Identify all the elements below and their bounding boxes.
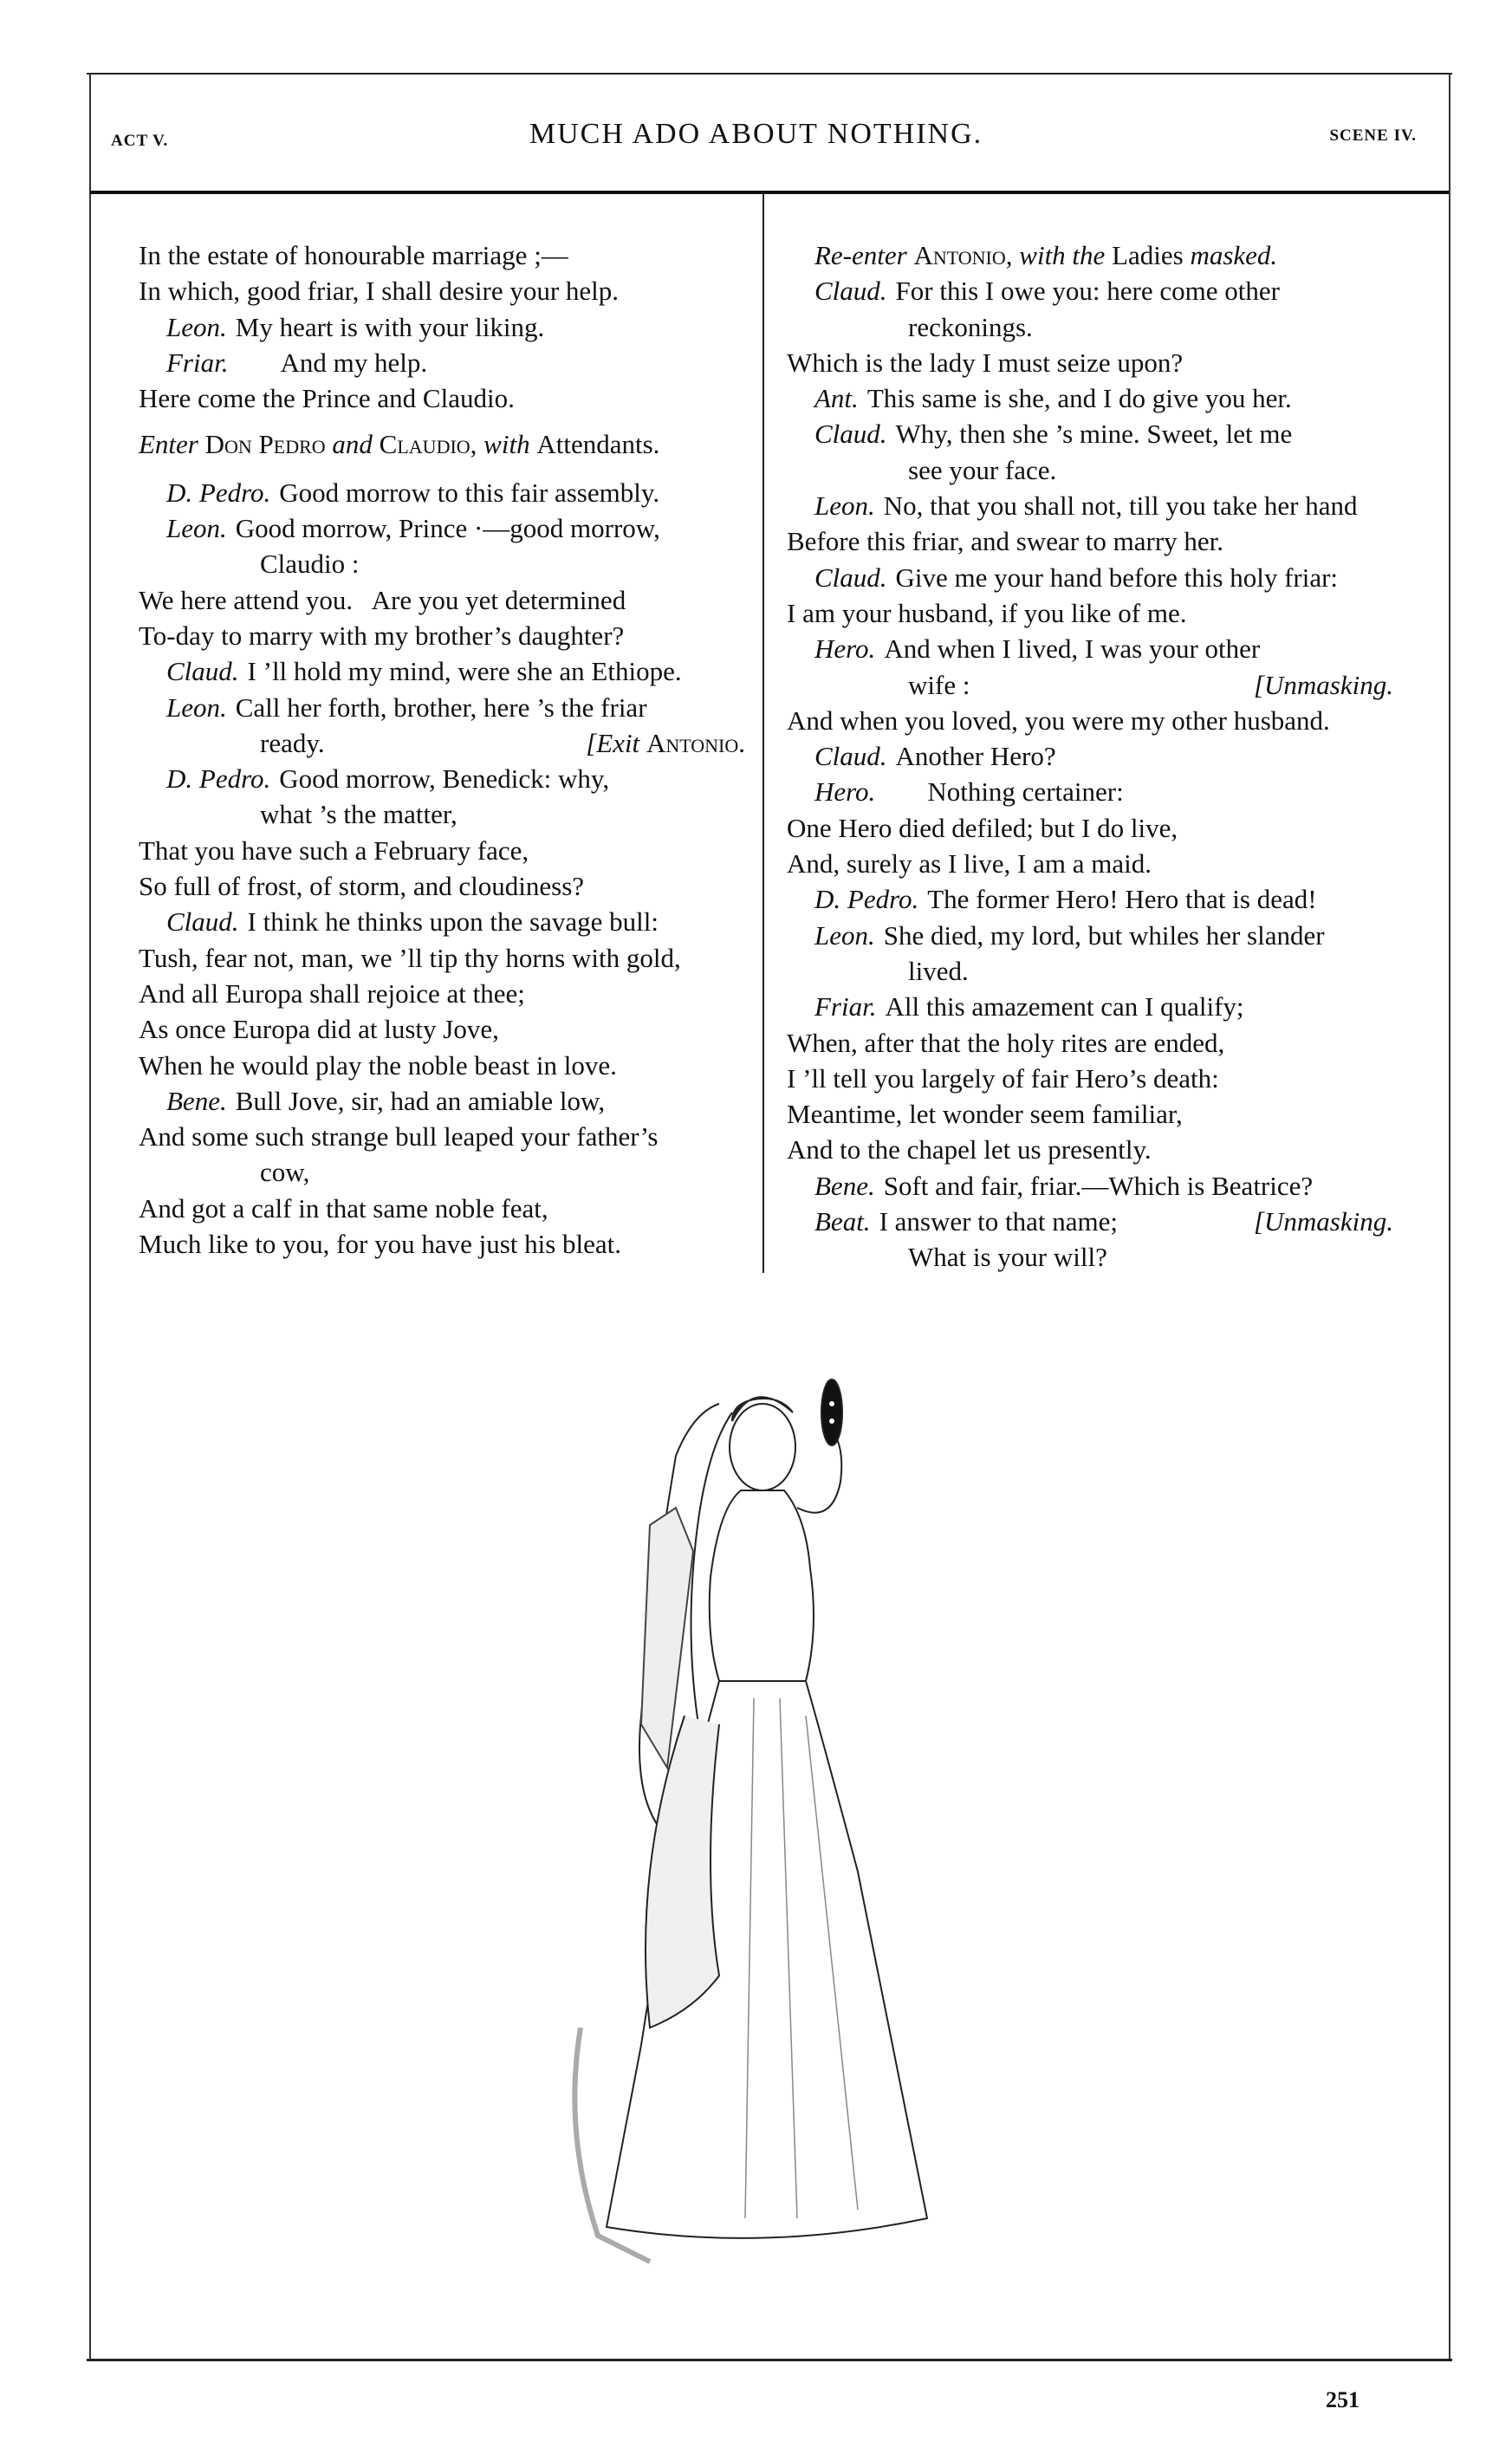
- verse-line: [787, 560, 1393, 595]
- line-text: Call her forth, brother, here ’s the friar: [235, 691, 647, 723]
- stage-direction: [Unmasking.: [1253, 1206, 1393, 1237]
- verse-line: [787, 1204, 1393, 1239]
- verse-line: [139, 1191, 745, 1226]
- stage-direction: [Unmasking.: [1253, 669, 1393, 700]
- verse-line: [139, 273, 745, 308]
- verse-line: [787, 309, 1393, 345]
- line-text: Here come the Prince and Claudio.: [139, 383, 515, 414]
- line-text: Much like to you, for you have just his bleat.: [139, 1229, 622, 1260]
- column-divider: [762, 194, 764, 1273]
- verse-line: [139, 1226, 745, 1262]
- page-border-top: [87, 73, 1452, 75]
- verse-line: [139, 1048, 745, 1083]
- line-text: She died, my lord, but whiles her slander: [883, 919, 1325, 951]
- verse-line: [787, 881, 1393, 917]
- verse-line: [139, 833, 745, 868]
- speaker-name: Leon.: [814, 919, 875, 951]
- verse-line: [787, 703, 1393, 738]
- verse-line: [139, 1083, 745, 1119]
- line-text: masked.: [1190, 240, 1278, 270]
- line-text: And some such strange bull leaped your father’s: [139, 1121, 659, 1152]
- line-text: I am your husband, if you like of me.: [787, 597, 1187, 628]
- line-text: I ’ll tell you largely of fair Hero’s death:: [787, 1062, 1219, 1094]
- speaker-name: Claud.: [814, 276, 887, 307]
- line-text: cow,: [260, 1157, 310, 1188]
- stage-direction: [Exit: [586, 727, 646, 758]
- text-column-right: [787, 237, 1393, 1276]
- verse-line: [787, 380, 1393, 416]
- verse-line: [787, 1168, 1393, 1204]
- verse-line: [139, 1119, 745, 1154]
- verse-line: [787, 523, 1393, 559]
- line-text: In the estate of honourable marriage ;—: [139, 240, 568, 270]
- verse-line: [787, 774, 1393, 809]
- line-text: I think he thinks upon the savage bull:: [247, 906, 659, 938]
- line-text: ,: [1005, 240, 1020, 270]
- line-text: Attendants.: [536, 429, 660, 460]
- verse-line: [787, 1132, 1393, 1167]
- verse-line: [139, 1011, 745, 1047]
- verse-line: [139, 690, 745, 725]
- speaker-name: Beat.: [814, 1206, 871, 1237]
- speaker-name: Leon.: [166, 691, 227, 723]
- line-text: ready.: [260, 727, 325, 758]
- speaker-name: Claud.: [814, 741, 887, 772]
- verse-line: [787, 1025, 1393, 1061]
- verse-line: [139, 796, 745, 832]
- line-text: And my help.: [280, 347, 428, 378]
- running-head-title: MUCH ADO ABOUT NOTHING.: [529, 118, 983, 150]
- line-text: And got a calf in that same noble feat,: [139, 1192, 548, 1224]
- verse-line: [787, 452, 1393, 488]
- verse-line: [787, 953, 1393, 989]
- line-text: Antonio.: [646, 727, 745, 758]
- line-text: Enter: [139, 429, 205, 460]
- line-text: All this amazement can I qualify;: [885, 991, 1244, 1022]
- verse-line: [139, 653, 745, 689]
- verse-line: [139, 1154, 745, 1190]
- line-text: So full of frost, of storm, and cloudiness?: [139, 871, 585, 902]
- line-text: In which, good friar, I shall desire your help.: [139, 276, 620, 307]
- stage-direction: [787, 237, 1393, 273]
- line-text: Meantime, let wonder seem familiar,: [787, 1099, 1183, 1130]
- line-text: What is your will?: [908, 1242, 1107, 1273]
- verse-line: [139, 725, 745, 761]
- verse-line: [787, 416, 1393, 451]
- speaker-name: Claud.: [814, 562, 887, 593]
- line-text: Re-enter: [814, 240, 914, 270]
- verse-line: [787, 488, 1393, 523]
- line-text: We here attend you. Are you yet determined: [139, 584, 626, 615]
- verse-line: [139, 345, 745, 380]
- verse-line: [139, 475, 745, 510]
- line-text: Bull Jove, sir, had an amiable low,: [235, 1085, 606, 1116]
- line-text: Tush, fear not, man, we ’ll tip thy horns with gold,: [139, 942, 681, 973]
- line-text: with the: [1019, 240, 1113, 270]
- speaker-name: Claud.: [166, 656, 239, 687]
- speaker-name: Bene.: [166, 1085, 227, 1116]
- line-text: When, after that the holy rites are ended,: [787, 1027, 1225, 1058]
- verse-line: [139, 380, 745, 416]
- line-text: reckonings.: [908, 311, 1033, 342]
- line-text: and: [332, 429, 380, 460]
- page-border-bottom: [87, 2359, 1452, 2361]
- stage-direction: [139, 426, 745, 462]
- speaker-name: Leon.: [166, 513, 227, 544]
- line-text: The former Hero! Hero that is dead!: [927, 884, 1317, 915]
- line-text: I ’ll hold my mind, were she an Ethiope.: [247, 656, 682, 687]
- line-text: And, surely as I live, I am a maid.: [787, 848, 1152, 880]
- speaker-name: Claud.: [814, 419, 887, 450]
- line-text: Which is the lady I must seize upon?: [787, 347, 1184, 378]
- line-text: My heart is with your liking.: [235, 311, 545, 342]
- verse-line: [787, 595, 1393, 631]
- line-text: with: [483, 429, 537, 460]
- line-text: see your face.: [908, 454, 1057, 485]
- line-text: And when you loved, you were my other husband.: [787, 704, 1330, 736]
- page-border-left: [89, 73, 91, 2360]
- verse-line: [787, 667, 1393, 703]
- line-text: Good morrow, Prince ·—good morrow,: [235, 513, 660, 544]
- speaker-name: Leon.: [166, 311, 227, 342]
- line-text: And when I lived, I was your other: [884, 633, 1261, 665]
- line-text: Claudio :: [260, 549, 360, 580]
- verse-line: [787, 846, 1393, 881]
- line-text: Another Hero?: [895, 741, 1056, 772]
- line-text: One Hero died defiled; but I do live,: [787, 812, 1178, 843]
- verse-line: [139, 976, 745, 1011]
- line-text: As once Europa did at lusty Jove,: [139, 1014, 499, 1045]
- verse-line: [139, 618, 745, 653]
- running-head-scene: SCENE IV.: [1329, 127, 1417, 145]
- line-text: what ’s the matter,: [260, 799, 457, 830]
- verse-line: [787, 738, 1393, 774]
- line-text: Don Pedro: [204, 429, 333, 460]
- verse-line: [139, 510, 745, 546]
- line-text: This same is she, and I do give you her.: [866, 383, 1292, 414]
- verse-line: [787, 918, 1393, 953]
- verse-line: [787, 1096, 1393, 1132]
- page-border-right: [1449, 73, 1450, 2360]
- verse-line: [787, 273, 1393, 308]
- verse-line: [139, 940, 745, 976]
- verse-line: [787, 810, 1393, 846]
- speaker-name: D. Pedro.: [166, 763, 271, 795]
- speaker-name: Hero.: [814, 633, 876, 665]
- speaker-name: Hero.: [814, 776, 876, 808]
- line-text: No, that you shall not, till you take her hand: [883, 490, 1358, 522]
- verse-line: [787, 1061, 1393, 1096]
- line-text: lived.: [908, 955, 969, 986]
- verse-line: [139, 237, 745, 273]
- line-text: ,: [470, 429, 484, 460]
- line-text: Good morrow to this fair assembly.: [279, 477, 660, 508]
- line-text: That you have such a February face,: [139, 834, 529, 866]
- line-text: To-day to marry with my brother’s daughter?: [139, 620, 625, 651]
- line-text: Why, then she ’s mine. Sweet, let me: [895, 419, 1293, 450]
- verse-line: [787, 989, 1393, 1024]
- line-text: Good morrow, Benedick: why,: [279, 763, 610, 795]
- page-number: 251: [1326, 2387, 1360, 2412]
- verse-line: [787, 1239, 1393, 1275]
- speaker-name: D. Pedro.: [814, 884, 919, 915]
- speaker-name: D. Pedro.: [166, 477, 271, 508]
- line-text: wife :: [908, 669, 970, 700]
- verse-line: [139, 309, 745, 345]
- verse-line: [139, 761, 745, 796]
- verse-line: [139, 868, 745, 904]
- speaker-name: Claud.: [166, 906, 239, 938]
- illustration-lady-with-mask: [546, 1352, 996, 2270]
- line-text: When he would play the noble beast in love.: [139, 1049, 617, 1081]
- line-text: Nothing certainer:: [927, 776, 1124, 808]
- speaker-name: Friar.: [814, 991, 877, 1022]
- line-text: And all Europa shall rejoice at thee;: [139, 977, 525, 1009]
- line-text: Soft and fair, friar.—Which is Beatrice?: [883, 1170, 1314, 1201]
- verse-line: [787, 631, 1393, 666]
- line-text: Antonio: [913, 240, 1006, 270]
- line-text: Claudio: [379, 429, 470, 460]
- line-text: I answer to that name;: [879, 1206, 1119, 1237]
- line-text: Give me your hand before this holy friar:: [895, 562, 1339, 593]
- verse-line: [139, 904, 745, 939]
- running-head-act: ACT V.: [111, 132, 169, 150]
- speaker-name: Friar.: [166, 347, 229, 378]
- speaker-name: Leon.: [814, 490, 875, 522]
- speaker-name: Ant.: [814, 383, 859, 414]
- header-rule: [90, 191, 1449, 194]
- speaker-name: Bene.: [814, 1170, 875, 1201]
- verse-line: [139, 546, 745, 581]
- verse-line: [787, 345, 1393, 380]
- line-text: And to the chapel let us presently.: [787, 1134, 1152, 1165]
- line-text: Ladies: [1112, 240, 1191, 270]
- verse-line: [139, 582, 745, 618]
- line-text: For this I owe you: here come other: [895, 276, 1280, 307]
- line-text: Before this friar, and swear to marry her.: [787, 526, 1224, 557]
- text-column-left: [139, 237, 745, 1262]
